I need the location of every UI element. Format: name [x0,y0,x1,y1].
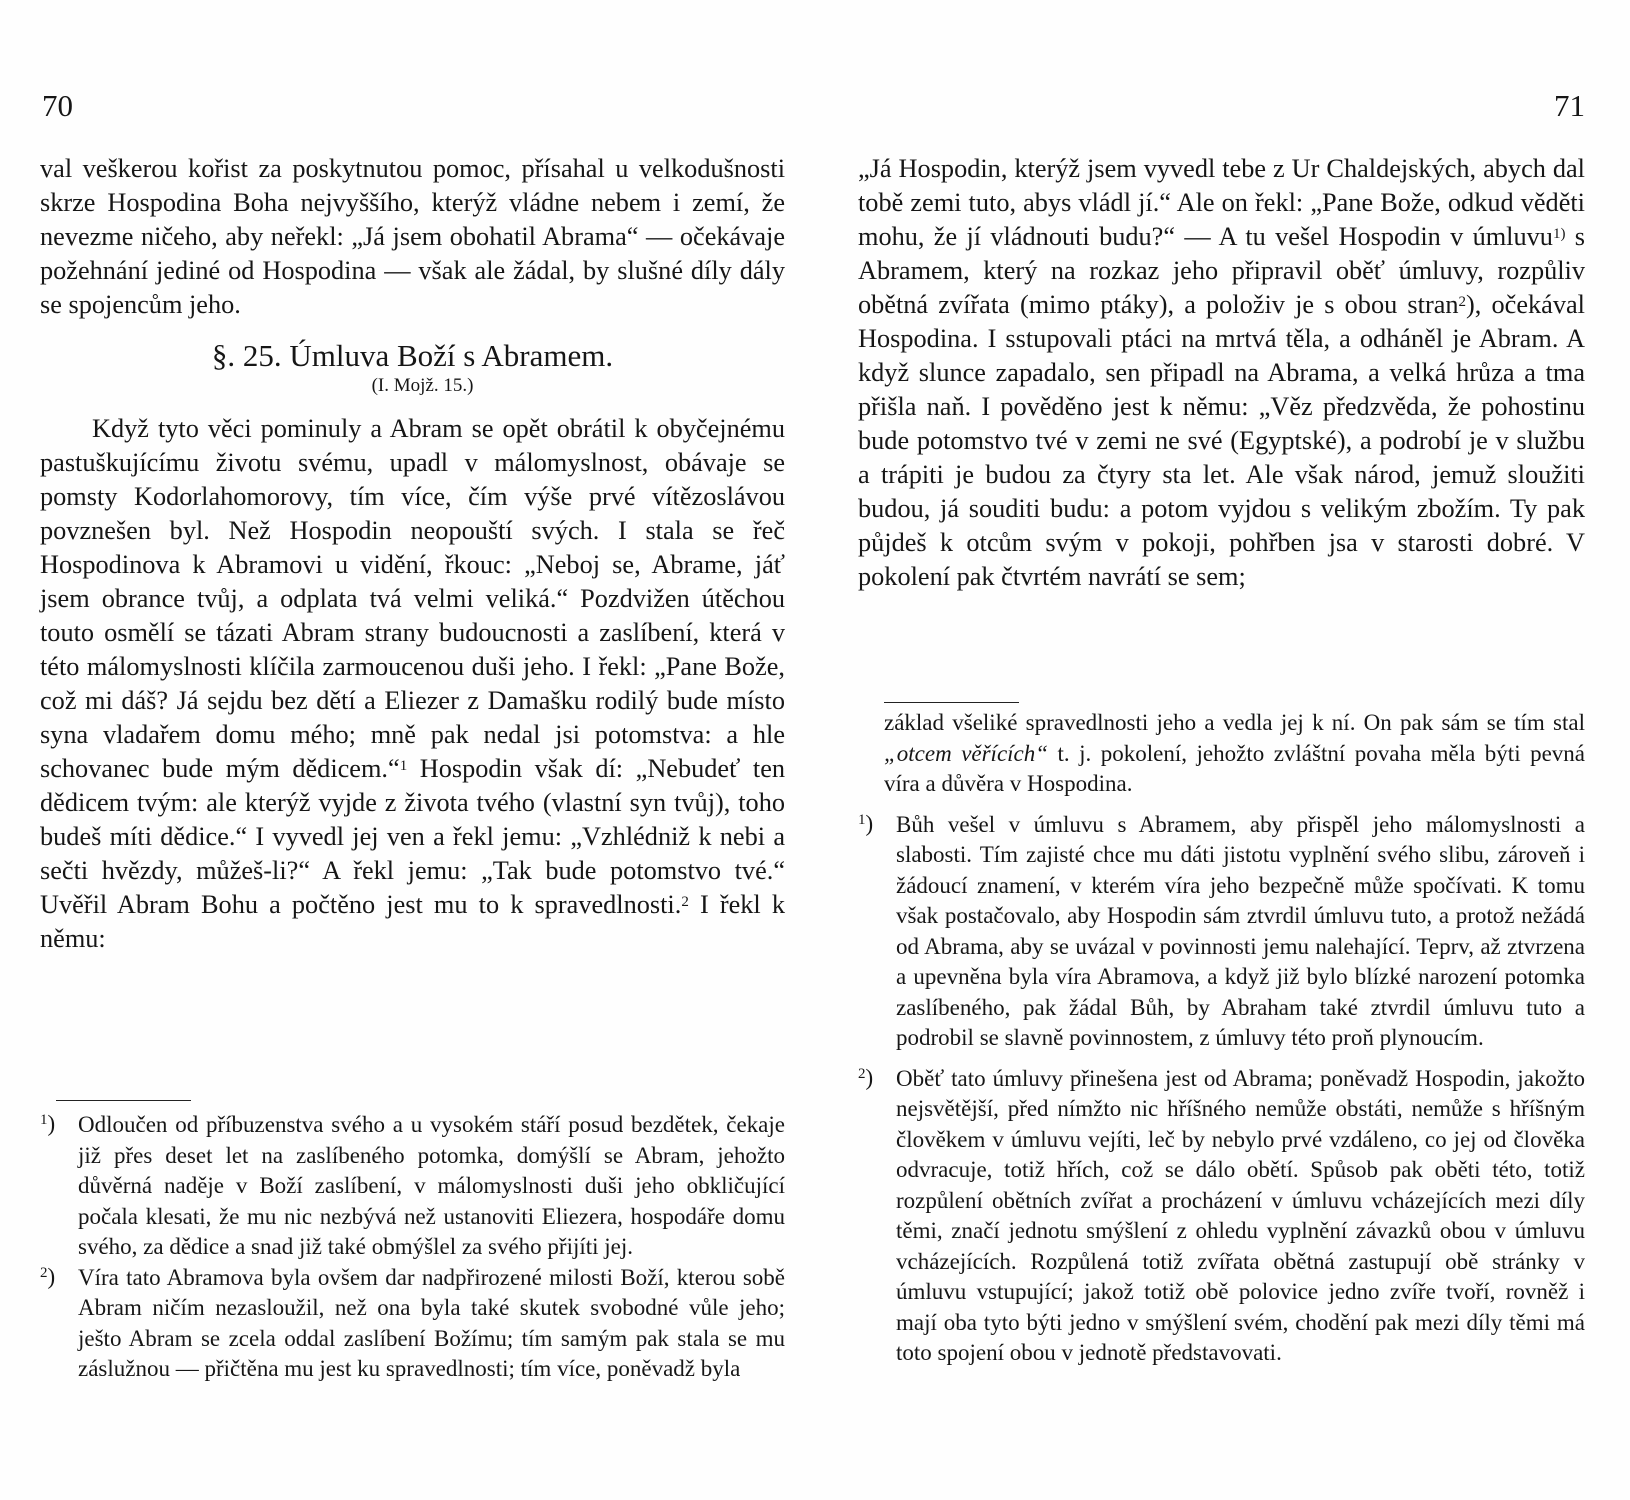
section-reference: (I. Mojž. 15.) [371,375,474,396]
italic-text: „otcem věřících“ [884,740,1049,766]
footnotes [40,1110,785,1385]
paragraph [858,152,1585,594]
footnote-label: $^1$) [858,810,874,836]
footnotes [858,708,1585,1369]
text-run: Hospodin však dí: „Nebudeť ten dědicem tvým: ale kterýž vyjde z života tvého (vlastní syn tvůj), toho budeš míti dědice.“ I vyvedl jej ven a řekl jemu: „Vzhlédniž k nebi a sečti hvězdy, můžeš-li?“ A řekl jemu: „Tak bude potomstvo tvé.“ Uvěřil Abram Bohu a počtěno jest mu to k spravedlnosti. [40,754,786,919]
footnote [40,1263,785,1385]
footnote-label: $^2$) [858,1064,874,1090]
footnote-text: Oběť tato úmluvy přinešena jest od Abrama; poněvadž Hospodin, jakožto nejsvětější, před nímžto nic hříšného nemůže obstáti, nemůže s hříšným člověkem v úmluvu vejíti, leč by nebylo prvé vzdáleno, co jej od člověka odvracuje, totiž hřích, což se dálo obětí. Spůsob pak oběti této, totiž rozpůlení obětních zvířat a procházení v úmluvu vcházejících mezi díly těmi, značí jednotu smýšlení z ohledu vyplnění závazků obou v úmluvu vcházejících. Rozpůlená totiž zvířata obětná zastupují obě stránky v úmluvu vstupující; jakož totiž obě polovice jedno zvíře tvoří, rovněž i mají oba tyto býti jedno v smýšlení svém, chodění pak mezi díly těmi má toto spojení obou v jednotě představovati. [896,1065,1585,1365]
footnote-continuation [858,708,1585,800]
footnote-text: Víra tato Abramova byla ovšem dar nadpřirozené milosti Boží, kterou sobě Abram ničím nezasloužil, než ona byla také skutek svobodné vůle jeho; ješto Abram se zcela oddal zaslíbení Božímu; tím samým pak stala se mu záslužnou — přičtěna mu jest ku spravedlnosti; tím více, poněvadž byla [78,1264,785,1381]
text-run: ), očekával Hospodina. I sstupovali ptáci na mrtvá těla, a odháněl je Abram. A když slunce zapadalo, sen připadl na Abrama, a velká hrůza a tma přišla naň. I pověděno jest k němu: „Věz předzvěda, že pohostinu bude potomstvo tvé v zemi ne své (Egyptské), a podrobí je v službu a trápiti je budou za čtyry sta let. Ale však národ, jemuž sloužiti budou, já souditi budu: a potom vyjdou s velikým zbožím. Ty pak půjdeš k otcům svým v pokoji, pohřben jsa v starosti dobré. V pokolení pak čtvrtém navrátí se sem; [858,290,1585,591]
footnote-marker[interactable]: 1 [399,758,408,774]
left-page [40,0,785,1500]
footnote-separator [884,702,1019,703]
footnote-marker[interactable]: 2 [1458,294,1467,310]
page-number: 70 [42,88,73,123]
text-run: Když tyto věci pominuly a Abram se opět obrátil k obyčejnému pastuškujícímu životu svému, upadl v málomyslnost, obávaje se pomsty Kodorlahomorovy, tím více, čím výše prvé vítězoslávou povznešen byl. Než Hospodin neopouští svých. I stala se řeč Hospodinova k Abramovi u vidění, řkouc: „Neboj se, Abrame, jáť jsem obrance tvůj, a odplata tvá velmi veliká.“ Pozdvižen útěchou touto osmělí se tázati Abram strany budoucnosti a zaslíbení, která v této málomyslnosti klíčila zarmoucenou duši jeho. I řekl: „Pane Bože, což mi dáš? Já sejdu bez dětí a Eliezer z Damašku rodilý bude místo syna vladařem domu mého; mně pak nedal jsi potomstva: a hle schovanec bude mým dědicem.“ [40,414,785,783]
paragraph [40,412,785,956]
footnote-label: $^1$) [40,1111,56,1136]
footnote-marker[interactable]: 1) [1552,226,1566,242]
footnote-separator [56,1100,191,1101]
text-run: t. j. pokolení, jehožto zvláštní povaha měla býti pevná víra a důvěra v Hospodina. [884,740,1585,796]
footnote [858,810,1585,1054]
section-heading: §. 25. Úmluva Boží s Abramem. [211,338,614,373]
footnote-label: $^2$) [40,1263,56,1289]
paragraph: val veškerou kořist za poskytnutou pomoc, přísahal u velkodušnosti skrze Hospodina Boha nejvyššího, kterýž vládne nebem i zemí, že nevezme ničeho, aby neřekl: „Já jsem obohatil Abrama“ — očekávaje požehnání jediné od Hospodina — však ale žádal, by slušné díly dály se spojencům jeho. [40,154,785,319]
footnote [40,1110,785,1263]
footnote-text: Bůh vešel v úmluvu s Abramem, aby přispěl jeho málomyslnosti a slabosti. Tím zajisté chce mu dáti jistotu vyplnění svého slibu, zároveň i žádoucí znamení, v kterém víra jeho bezpečně může spočívati. K tomu však postačovalo, aby Hospodin sám ztvrdil úmluvu tuto, a protož nežádá od Abrama, aby se uvázal v povinnosti jemu nalehající. Teprv, až ztvrzena a upevněna byla víra Abramova, a když již bylo blízké narození potomka zaslíbeného, pak žádal Bůh, by Abraham také ztvrdil úmluvu tuto a podrobil se slavně povinnostem, z úmluvy této proň plynoucím. [896,811,1585,1050]
text-run: s Abramem, který na rozkaz jeho připravil oběť úmluvy, rozpůliv obětná zvířata (mimo ptáky), a položiv je s obou stran [858,222,1585,319]
main-text [858,152,1585,594]
text-run: základ všeliké spravedlnosti jeho a vedla jej k ní. On pak sám se tím stal [884,710,1585,735]
page-number: 71 [1554,88,1585,123]
footnote [858,1064,1585,1369]
footnote-text: Odloučen od příbuzenstva svého a u vysokém stáří posud bezdětek, čekaje již přes deset let na zaslíbeného potomka, domýšlí se Abram, jehožto důvěrná naděje v Boží zaslíbení, v málomyslnosti duši jeho obkličující počala klesati, že mu nic nezbývá než ustanoviti Eliezera, hospodáře domu svého, za dědice a snad již také obmýšlel za svého přijíti jej. [78,1112,785,1259]
footnote-marker[interactable]: 2 [681,894,689,910]
right-page [858,0,1585,1500]
text-run: I řekl k němu: [40,890,785,953]
main-text [40,152,785,956]
text-run: „Já Hospodin, kterýž jsem vyvedl tebe z Ur Chaldejských, abych dal tobě zemi tuto, abys vládl jí.“ Ale on řekl: „Pane Bože, odkud věděti mohu, že jí vládnouti budu?“ — A tu vešel Hospodin v úmluvu [858,154,1585,251]
